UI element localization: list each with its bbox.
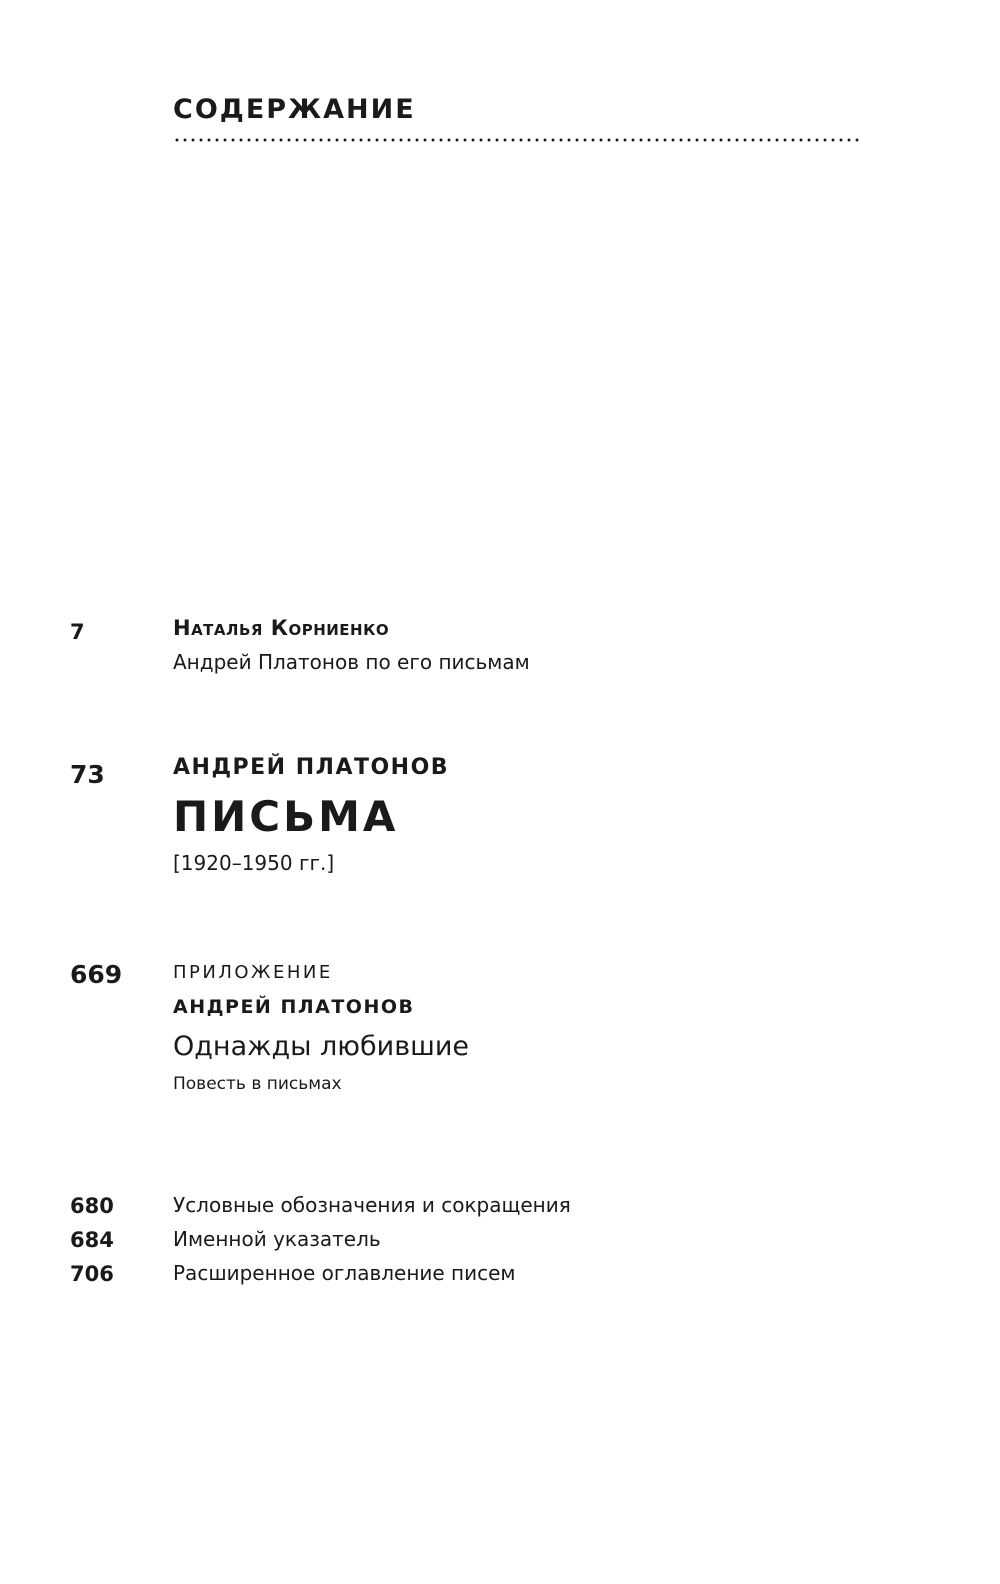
toc-author: АНДРЕЙ ПЛАТОНОВ (173, 755, 450, 780)
toc-entry-subtitle: [1920–1950 гг.] (173, 851, 335, 875)
toc-page-number: 680 (70, 1194, 114, 1218)
toc-entry-title: Именной указатель (173, 1227, 381, 1251)
toc-page-number: 7 (70, 620, 85, 644)
toc-entry-title: Однажды любившие (173, 1031, 469, 1062)
page-title: СОДЕРЖАНИЕ (173, 94, 416, 125)
toc-page-number: 684 (70, 1228, 114, 1252)
toc-entry-subtitle: Повесть в письмах (173, 1074, 342, 1094)
toc-entry-title: ПИСЬМА (173, 792, 399, 841)
dotted-divider (173, 138, 861, 142)
toc-page-number: 669 (70, 960, 123, 989)
toc-entry-title: Расширенное оглавление писем (173, 1261, 516, 1285)
toc-author: Наталья Корниенко (173, 616, 390, 640)
toc-entry-title: Условные обозначения и сокращения (173, 1193, 571, 1217)
toc-author: АНДРЕЙ ПЛАТОНОВ (173, 996, 415, 1018)
toc-page-number: 706 (70, 1262, 114, 1286)
toc-page-number: 73 (70, 760, 105, 789)
toc-entry-title: Андрей Платонов по его письмам (173, 650, 530, 674)
toc-section-label: ПРИЛОЖЕНИЕ (173, 962, 333, 983)
